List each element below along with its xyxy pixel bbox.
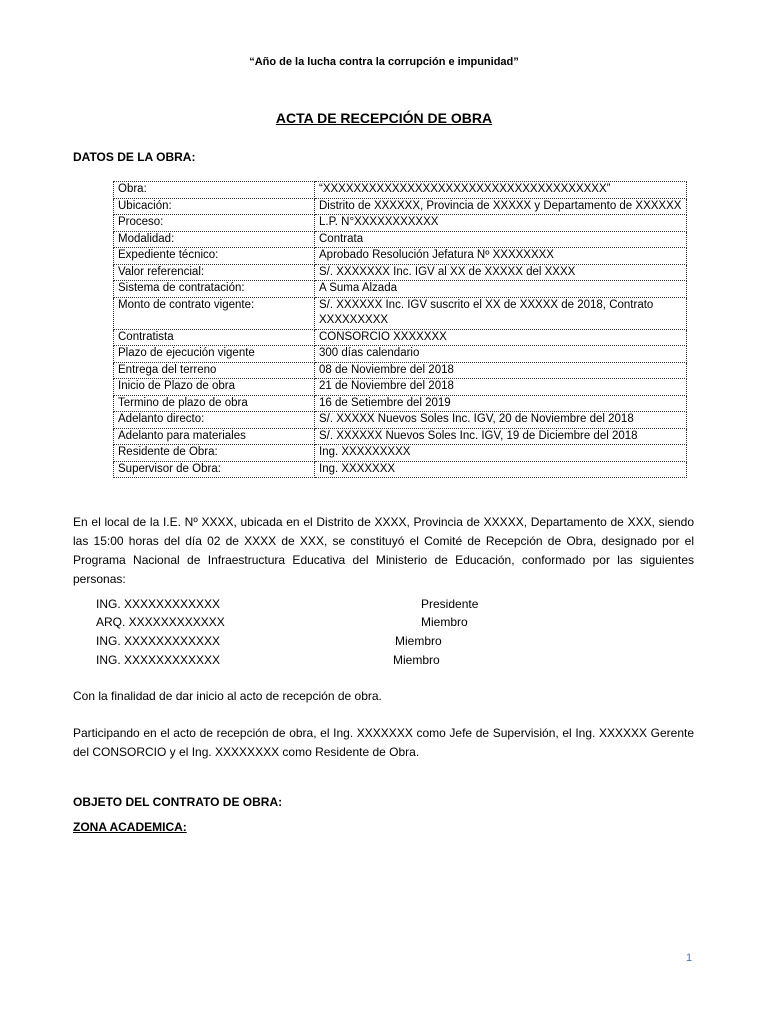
purpose-paragraph: Con la finalidad de dar inicio al acto de recepción de obra. [73, 689, 382, 703]
committee-member-name: ING. XXXXXXXXXXXX [96, 634, 221, 648]
row-value: 08 de Noviembre del 2018 [315, 362, 687, 379]
row-value: S/. XXXXXX Nuevos Soles Inc. IGV, 19 de Diciembre del 2018 [315, 428, 687, 445]
page-number: 1 [686, 952, 693, 964]
row-value: L.P. N°XXXXXXXXXXX [315, 215, 687, 232]
table-row [114, 445, 687, 462]
row-value: “XXXXXXXXXXXXXXXXXXXXXXXXXXXXXXXXXXXXX” [315, 182, 687, 199]
committee-member-name: ING. XXXXXXXXXXXX [96, 653, 221, 667]
row-label: Monto de contrato vigente: [114, 297, 315, 329]
row-label: Entrega del terreno [114, 362, 315, 379]
datos-heading: DATOS DE LA OBRA: [73, 150, 196, 164]
datos-obra-table [113, 181, 687, 478]
table-row [114, 346, 687, 363]
table-row [114, 264, 687, 281]
table-row [114, 362, 687, 379]
participants-paragraph: Participando en el acto de recepción de obra, el Ing. XXXXXXX como Jefe de Supervisión, el Ing. XXXXXX Gerente del CONSORCIO y el Ing. XXXXXXXX como Residente de Obra. [73, 726, 694, 759]
committee-member-role: Miembro [395, 634, 442, 648]
row-value: Ing. XXXXXXXXX [315, 445, 687, 462]
table-row [114, 297, 687, 329]
row-value: A Suma Alzada [315, 281, 687, 298]
year-motto: “Año de la lucha contra la corrupción e impunidad” [249, 56, 519, 68]
row-label: Valor referencial: [114, 264, 315, 281]
row-label: Adelanto directo: [114, 412, 315, 429]
committee-member-name: ING. XXXXXXXXXXXX [96, 597, 221, 611]
table-row [114, 379, 687, 396]
table-row [114, 248, 687, 265]
row-value: Aprobado Resolución Jefatura Nº XXXXXXXX [315, 248, 687, 265]
row-value: S/. XXXXXX Inc. IGV suscrito el XX de XXXXX de 2018, Contrato XXXXXXXXX [315, 297, 687, 329]
row-label: Contratista [114, 329, 315, 346]
table-row [114, 198, 687, 215]
row-value: S/. XXXXX Nuevos Soles Inc. IGV, 20 de Noviembre del 2018 [315, 412, 687, 429]
row-value: 300 días calendario [315, 346, 687, 363]
row-value: S/. XXXXXXX Inc. IGV al XX de XXXXX del XXXX [315, 264, 687, 281]
row-label: Residente de Obra: [114, 445, 315, 462]
committee-member-role: Presidente [421, 597, 479, 611]
row-label: Adelanto para materiales [114, 428, 315, 445]
row-label: Expediente técnico: [114, 248, 315, 265]
table-row [114, 329, 687, 346]
table-row [114, 461, 687, 478]
intro-paragraph: En el local de la I.E. Nº XXXX, ubicada en el Distrito de XXXX, Provincia de XXXXX, Departamento de XXX, siendo las 15:00 horas del día 02 de XXXX de XXX, se constituyó el Comité de Recepción de Obra, designado por el Programa Nacional de Infraestructura Educativa del Ministerio de Educación, conformado por las siguientes personas: [73, 515, 694, 586]
row-label: Supervisor de Obra: [114, 461, 315, 478]
row-value: CONSORCIO XXXXXXX [315, 329, 687, 346]
row-label: Plazo de ejecución vigente [114, 346, 315, 363]
row-label: Obra: [114, 182, 315, 199]
table-row [114, 182, 687, 199]
table-row [114, 412, 687, 429]
row-value: Ing. XXXXXXX [315, 461, 687, 478]
row-value: Contrata [315, 231, 687, 248]
row-label: Ubicación: [114, 198, 315, 215]
document-title: ACTA DE RECEPCIÓN DE OBRA [275, 110, 493, 126]
objeto-heading: OBJETO DEL CONTRATO DE OBRA: [73, 795, 283, 809]
row-value: 21 de Noviembre del 2018 [315, 379, 687, 396]
committee-member-role: Miembro [421, 615, 468, 629]
table-row [114, 281, 687, 298]
table-row [114, 428, 687, 445]
row-label: Termino de plazo de obra [114, 395, 315, 412]
table-row [114, 395, 687, 412]
row-label: Sistema de contratación: [114, 281, 315, 298]
row-value: Distrito de XXXXXX, Provincia de XXXXX y Departamento de XXXXXX [315, 198, 687, 215]
zona-academica-heading: ZONA ACADEMICA: [73, 820, 187, 834]
row-label: Proceso: [114, 215, 315, 232]
table-row [114, 215, 687, 232]
committee-member-name: ARQ. XXXXXXXXXXXX [96, 615, 225, 629]
committee-member-role: Miembro [393, 653, 440, 667]
row-label: Inicio de Plazo de obra [114, 379, 315, 396]
row-label: Modalidad: [114, 231, 315, 248]
row-value: 16 de Setiembre del 2019 [315, 395, 687, 412]
table-row [114, 231, 687, 248]
